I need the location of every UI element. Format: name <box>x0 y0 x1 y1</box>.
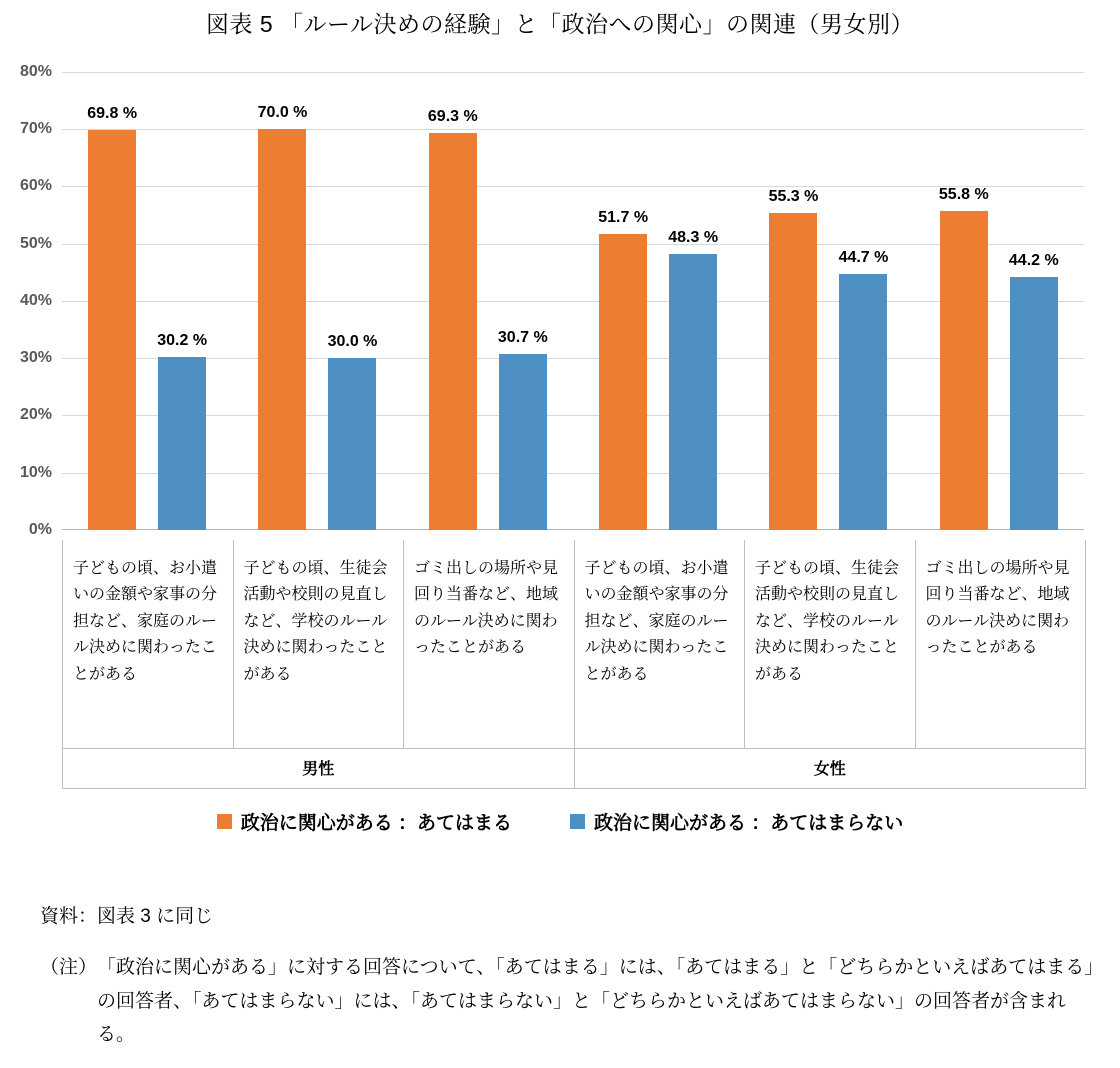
bar-female-community-not-applies[interactable] <box>1008 251 1059 530</box>
bar-value-label: 30.0 % <box>327 333 378 351</box>
bar-male-family-not-applies[interactable] <box>157 332 208 530</box>
bar-value-label: 69.3 % <box>427 108 478 126</box>
group-label-male: 男性 <box>63 749 575 788</box>
category-table <box>62 540 1086 789</box>
bar-value-label: 55.3 % <box>768 188 819 206</box>
category-label: ゴミ出しの場所や見回り当番など、地域のルール決めに関わったことがある <box>404 540 575 748</box>
category-label: ゴミ出しの場所や見回り当番など、地域のルール決めに関わったことがある <box>925 560 1070 657</box>
category-label: 子どもの頃、生徒会活動や校則の見直しなど、学校のルール決めに関わったことがある <box>745 540 916 748</box>
bar-male-community-applies[interactable] <box>427 108 478 530</box>
bar-value-label: 30.2 % <box>157 332 208 350</box>
bar-group <box>914 72 1084 530</box>
legend-label: 政治に関心がある ：あてはまらない <box>594 813 904 834</box>
bar-value-label: 44.2 % <box>1008 251 1059 269</box>
y-tick-label: 10% <box>19 464 52 481</box>
legend-label: 政治に関心がある ：あてはまる <box>240 813 512 834</box>
plot-area <box>0 60 1120 540</box>
bar-group <box>573 72 743 530</box>
source-note: 資料：図表 3 に同じ <box>40 906 214 927</box>
y-tick-label: 60% <box>19 177 52 194</box>
bar-female-community-applies[interactable] <box>938 185 989 531</box>
group-label-female: 女性 <box>813 761 846 778</box>
legend-swatch-icon <box>217 814 232 829</box>
grid-area <box>62 72 1084 530</box>
bar-series-container <box>62 72 1084 530</box>
bar-female-family-applies[interactable] <box>598 209 649 530</box>
bar-male-school-not-applies[interactable] <box>327 333 378 530</box>
legend-item-applies[interactable] <box>217 808 512 835</box>
bar-female-school-applies[interactable] <box>768 188 819 530</box>
notes-section <box>40 900 1095 1051</box>
bar-value-label: 55.8 % <box>938 185 989 203</box>
bar-value-label: 51.7 % <box>598 209 649 226</box>
bar-male-school-applies[interactable] <box>257 104 308 530</box>
legend-item-not-applies[interactable] <box>570 808 903 835</box>
category-row <box>63 540 1085 748</box>
bar-value-label: 30.7 % <box>497 329 548 347</box>
footnote-text: 「政治に関心がある」に対する回答について、「あてはまる」には、「あてはまる」と「どちらかといえばあてはまる」の回答者、「あてはまらない」には、「あてはまらない」と「どちらかといえばあてはまらない」の回答者が含まれる。 <box>97 957 1094 1045</box>
category-label: 子どもの頃、お小遣いの金額や家事の分担など、家庭のルール決めに関わったことがある <box>575 540 746 748</box>
y-tick-label: 70% <box>19 120 52 137</box>
category-label: 子どもの頃、生徒会活動や校則の見直しなど、学校のルール決めに関わったことがある <box>234 540 405 748</box>
y-tick-label: 20% <box>19 406 52 423</box>
bar-value-label: 44.7 % <box>838 249 889 267</box>
y-tick-label: 0% <box>28 521 52 538</box>
bar-value-label: 69.8 % <box>87 105 138 123</box>
bar-male-family-applies[interactable] <box>87 105 138 530</box>
footnote-marker: （注） <box>40 957 98 979</box>
y-tick-label: 40% <box>19 292 52 309</box>
y-axis <box>0 60 60 540</box>
legend-swatch-icon <box>570 814 585 829</box>
bar-group <box>62 72 232 530</box>
legend <box>0 808 1120 835</box>
footnote <box>40 951 1095 1051</box>
bar-female-school-not-applies[interactable] <box>838 249 889 530</box>
bar-male-community-not-applies[interactable] <box>497 329 548 530</box>
page-title: 図表 5 「ルール決めの経験」と「政治への関心」の関連（男女別） <box>205 11 915 37</box>
bar-value-label: 70.0 % <box>257 104 308 122</box>
y-tick-label: 50% <box>19 235 52 252</box>
bar-group <box>403 72 573 530</box>
bar-female-family-not-applies[interactable] <box>668 228 719 531</box>
bar-group <box>232 72 402 530</box>
bar-value-label: 48.3 % <box>668 228 719 246</box>
category-label: 子どもの頃、お小遣いの金額や家事の分担など、家庭のルール決めに関わったことがある <box>63 540 234 748</box>
y-tick-label: 30% <box>19 349 52 366</box>
group-label-row <box>63 748 1085 788</box>
y-tick-label: 80% <box>19 63 52 80</box>
bar-group <box>743 72 913 530</box>
